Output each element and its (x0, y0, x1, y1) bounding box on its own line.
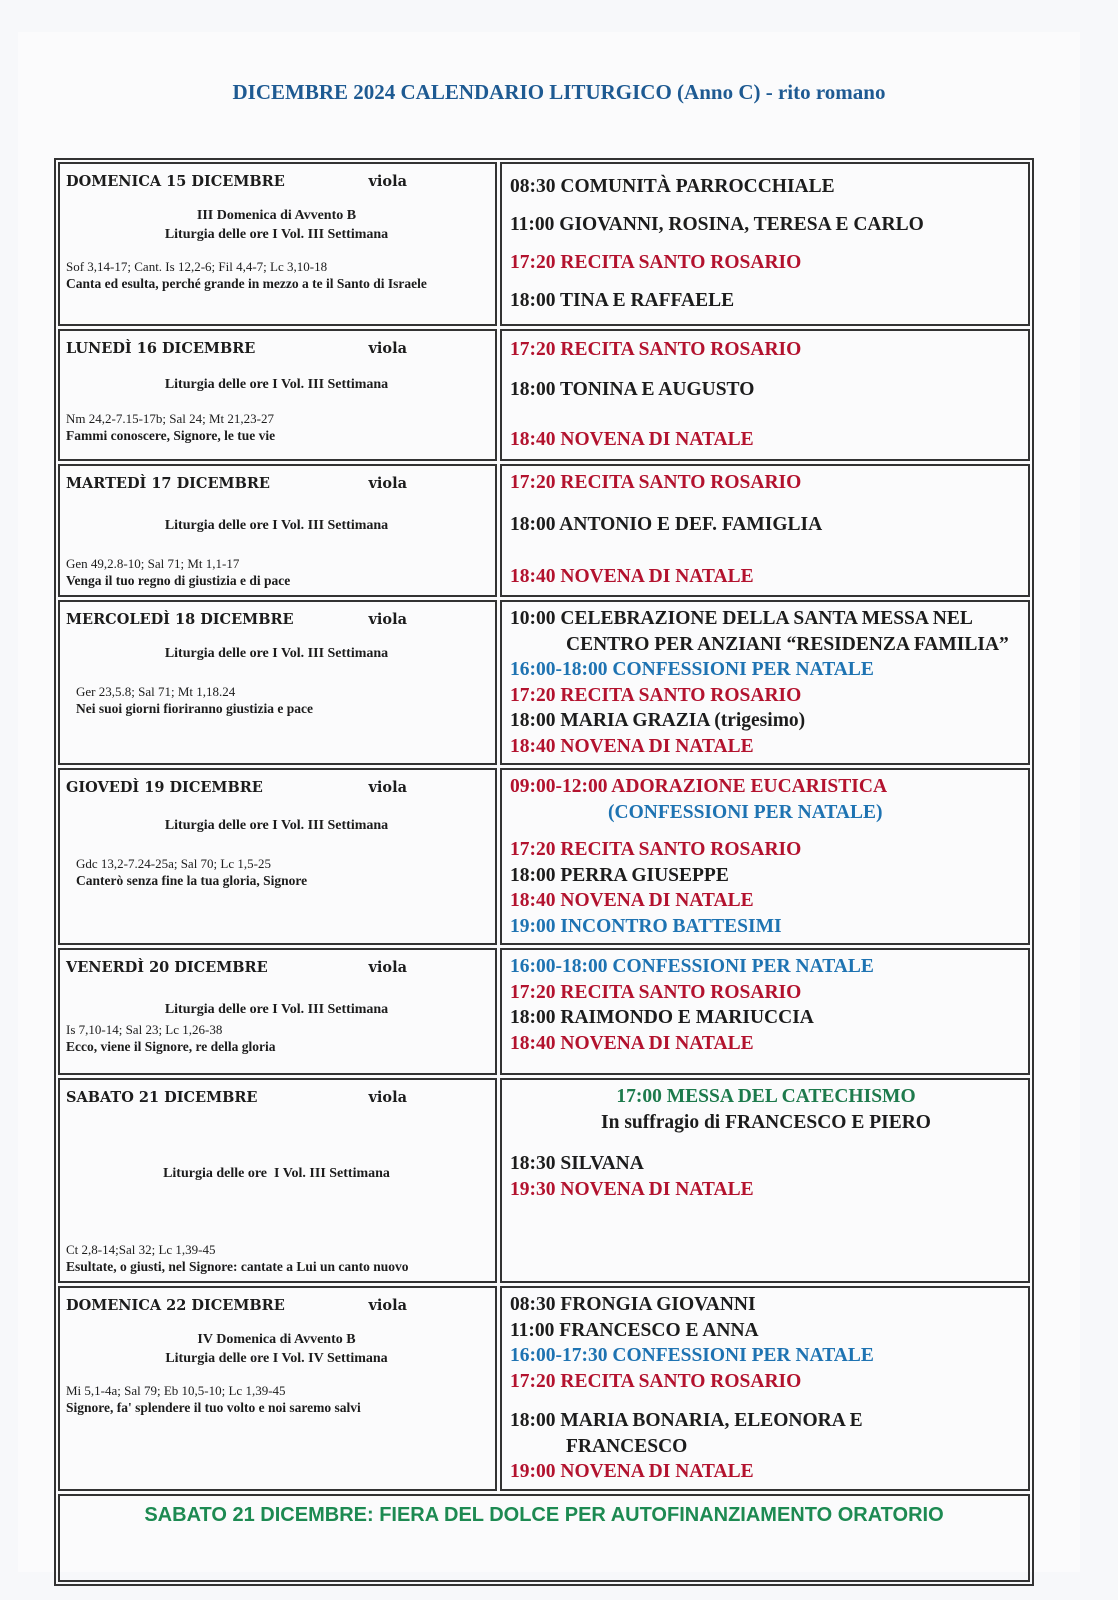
day-liturgy: Liturgia delle ore I Vol. III Settimana (164, 646, 389, 661)
event-line: FRANCESCO (566, 1435, 688, 1457)
event-line: 11:00 FRANCESCO E ANNA (510, 1319, 759, 1341)
event-line: 08:30 COMUNITÀ PARROCCHIALE (510, 176, 835, 197)
day-liturgy: Liturgia delle ore I Vol. III Settimana (164, 518, 389, 533)
liturgical-color: viola (368, 173, 407, 190)
liturgical-color: viola (368, 959, 407, 976)
day-response: Esultate, o giusti, nel Signore: cantate a Lui un canto nuovo (66, 1259, 409, 1274)
day-readings: Sof 3,14-17; Cant. Is 12,2-6; Fil 4,4-7; Lc 3,10-18 (66, 259, 328, 274)
day-events-cell (500, 1078, 1030, 1283)
event-line: CENTRO PER ANZIANI “RESIDENZA FAMILIA” (566, 633, 1009, 655)
day-readings: Nm 24,2-7.15-17b; Sal 24; Mt 21,23-27 (66, 411, 274, 426)
event-line: 17:20 RECITA SANTO ROSARIO (510, 684, 802, 706)
day-row (58, 1286, 1030, 1491)
day-response: Fammi conoscere, Signore, le tue vie (66, 428, 276, 443)
day-liturgy: Liturgia delle ore I Vol. III Settimana (164, 1002, 389, 1017)
event-line: 16:00-17:30 CONFESSIONI PER NATALE (510, 1345, 874, 1366)
event-line: 18:40 NOVENA DI NATALE (510, 429, 754, 450)
day-row (58, 768, 1030, 945)
day-date: LUNEDÌ 16 DICEMBRE (66, 340, 256, 357)
day-events-cell (500, 768, 1030, 945)
event-line: 16:00-18:00 CONFESSIONI PER NATALE (510, 956, 874, 977)
event-line: 18:00 TINA E RAFFAELE (510, 290, 735, 311)
event-line: 19:30 NOVENA DI NATALE (510, 1178, 754, 1200)
day-liturgy: Liturgia delle ore I Vol. III Settimana (164, 377, 389, 392)
liturgical-color: viola (368, 475, 407, 492)
day-readings: Ger 23,5.8; Sal 71; Mt 1,18.24 (76, 684, 236, 699)
day-liturgy: Liturgia delle ore I Vol. III Settimana (164, 818, 389, 833)
day-header (66, 778, 487, 798)
event-line: 17:20 RECITA SANTO ROSARIO (510, 339, 802, 360)
day-liturgy: Liturgia delle ore I Vol. III Settimana (163, 1166, 390, 1181)
day-response: Nei suoi giorni fioriranno giustizia e pace (76, 701, 313, 716)
event-line: 18:40 NOVENA DI NATALE (510, 735, 754, 757)
liturgical-color: viola (368, 611, 407, 628)
event-line: 09:00-12:00 ADORAZIONE EUCARISTICA (510, 776, 888, 797)
event-line: 17:20 RECITA SANTO ROSARIO (510, 839, 802, 860)
day-row (58, 329, 1030, 461)
liturgical-color: viola (368, 340, 407, 357)
event-line: (CONFESSIONI PER NATALE) (608, 801, 883, 823)
day-liturgy: Liturgia delle ore I Vol. III Settimana (164, 227, 389, 242)
day-info-cell (58, 329, 497, 461)
event-line: 18:00 MARIA BONARIA, ELEONORA E (510, 1410, 863, 1431)
day-readings: Ct 2,8-14;Sal 32; Lc 1,39-45 (66, 1242, 216, 1257)
event-line: 18:40 NOVENA DI NATALE (510, 566, 754, 587)
day-info-cell (58, 162, 497, 326)
day-date: DOMENICA 22 DICEMBRE (66, 1297, 285, 1314)
day-row (58, 1078, 1030, 1283)
day-header (66, 1088, 487, 1108)
day-row (58, 162, 1030, 326)
day-date: MARTEDÌ 17 DICEMBRE (66, 475, 270, 492)
day-response: Signore, fa' splendere il tuo volto e noi saremo salvi (66, 1400, 361, 1415)
day-info-cell (58, 600, 497, 765)
event-line: 08:30 FRONGIA GIOVANNI (510, 1294, 756, 1315)
page-title: DICEMBRE 2024 CALENDARIO LITURGICO (Anno C) - rito romano (232, 80, 886, 104)
day-header (66, 474, 487, 494)
day-date: GIOVEDÌ 19 DICEMBRE (66, 779, 263, 796)
day-header (66, 610, 487, 630)
event-line: 19:00 NOVENA DI NATALE (510, 1461, 754, 1482)
event-line: 11:00 GIOVANNI, ROSINA, TERESA E CARLO (510, 214, 924, 235)
day-info-cell (58, 948, 497, 1075)
day-events-cell (500, 162, 1030, 326)
day-header (66, 958, 487, 978)
day-header (66, 1296, 487, 1316)
day-date: SABATO 21 DICEMBRE (66, 1089, 258, 1106)
day-row (58, 600, 1030, 765)
footer-notice (58, 1494, 1030, 1582)
day-header (66, 172, 487, 192)
day-info-cell (58, 464, 497, 597)
day-info-cell (58, 768, 497, 945)
day-row (58, 464, 1030, 597)
event-line: 17:20 RECITA SANTO ROSARIO (510, 252, 802, 273)
event-line: 17:00 MESSA DEL CATECHISMO (616, 1086, 916, 1107)
event-line: 18:00 TONINA E AUGUSTO (510, 379, 755, 400)
day-info-cell (58, 1286, 497, 1491)
day-date: DOMENICA 15 DICEMBRE (66, 173, 285, 190)
footer-notice-text: SABATO 21 DICEMBRE: FIERA DEL DOLCE PER AUTOFINANZIAMENTO ORATORIO (144, 1503, 944, 1526)
calendar-table (54, 158, 1034, 1586)
event-line: 19:00 INCONTRO BATTESIMI (510, 915, 782, 937)
event-line: 10:00 CELEBRAZIONE DELLA SANTA MESSA NEL (510, 608, 973, 629)
day-liturgy: Liturgia delle ore I Vol. IV Settimana (165, 1351, 388, 1366)
liturgical-color: viola (368, 1297, 407, 1314)
day-readings: Gen 49,2.8-10; Sal 71; Mt 1,1-17 (66, 556, 240, 571)
liturgical-color: viola (368, 779, 407, 796)
day-date: MERCOLEDÌ 18 DICEMBRE (66, 611, 294, 628)
event-line: 18:00 MARIA GRAZIA (trigesimo) (510, 710, 806, 731)
day-row (58, 948, 1030, 1075)
event-line: 18:00 ANTONIO E DEF. FAMIGLIA (510, 514, 823, 535)
day-readings: Gdc 13,2-7.24-25a; Sal 70; Lc 1,5-25 (76, 856, 271, 871)
day-date: VENERDÌ 20 DICEMBRE (66, 959, 268, 976)
day-events-cell (500, 600, 1030, 765)
day-events-cell (500, 1286, 1030, 1491)
day-readings: Mi 5,1-4a; Sal 79; Eb 10,5-10; Lc 1,39-45 (66, 1383, 286, 1398)
event-line: 18:00 PERRA GIUSEPPE (510, 864, 729, 886)
day-events-cell (500, 948, 1030, 1075)
liturgical-color: viola (368, 1089, 407, 1106)
day-readings: Is 7,10-14; Sal 23; Lc 1,26-38 (66, 1022, 223, 1037)
event-line: In suffragio di FRANCESCO E PIERO (601, 1111, 931, 1133)
day-subtitle: IV Domenica di Avvento B (197, 1332, 356, 1347)
event-line: 18:00 RAIMONDO E MARIUCCIA (510, 1007, 814, 1028)
day-header (66, 339, 487, 359)
day-response: Venga il tuo regno di giustizia e di pace (66, 573, 291, 588)
day-events-cell (500, 464, 1030, 597)
event-line: 18:30 SILVANA (510, 1153, 644, 1174)
event-line: 17:20 RECITA SANTO ROSARIO (510, 981, 802, 1003)
event-line: 17:20 RECITA SANTO ROSARIO (510, 1370, 802, 1392)
event-line: 18:40 NOVENA DI NATALE (510, 890, 754, 911)
day-response: Canta ed esulta, perché grande in mezzo a te il Santo di Israele (66, 276, 427, 291)
day-info-cell (58, 1078, 497, 1283)
day-response: Ecco, viene il Signore, re della gloria (66, 1039, 276, 1054)
event-line: 17:20 RECITA SANTO ROSARIO (510, 472, 802, 493)
event-line: 18:40 NOVENA DI NATALE (510, 1032, 754, 1054)
day-response: Canterò senza fine la tua gloria, Signore (76, 873, 308, 888)
event-line: 16:00-18:00 CONFESSIONI PER NATALE (510, 659, 874, 680)
day-events-cell (500, 329, 1030, 461)
day-subtitle: III Domenica di Avvento B (196, 208, 357, 223)
